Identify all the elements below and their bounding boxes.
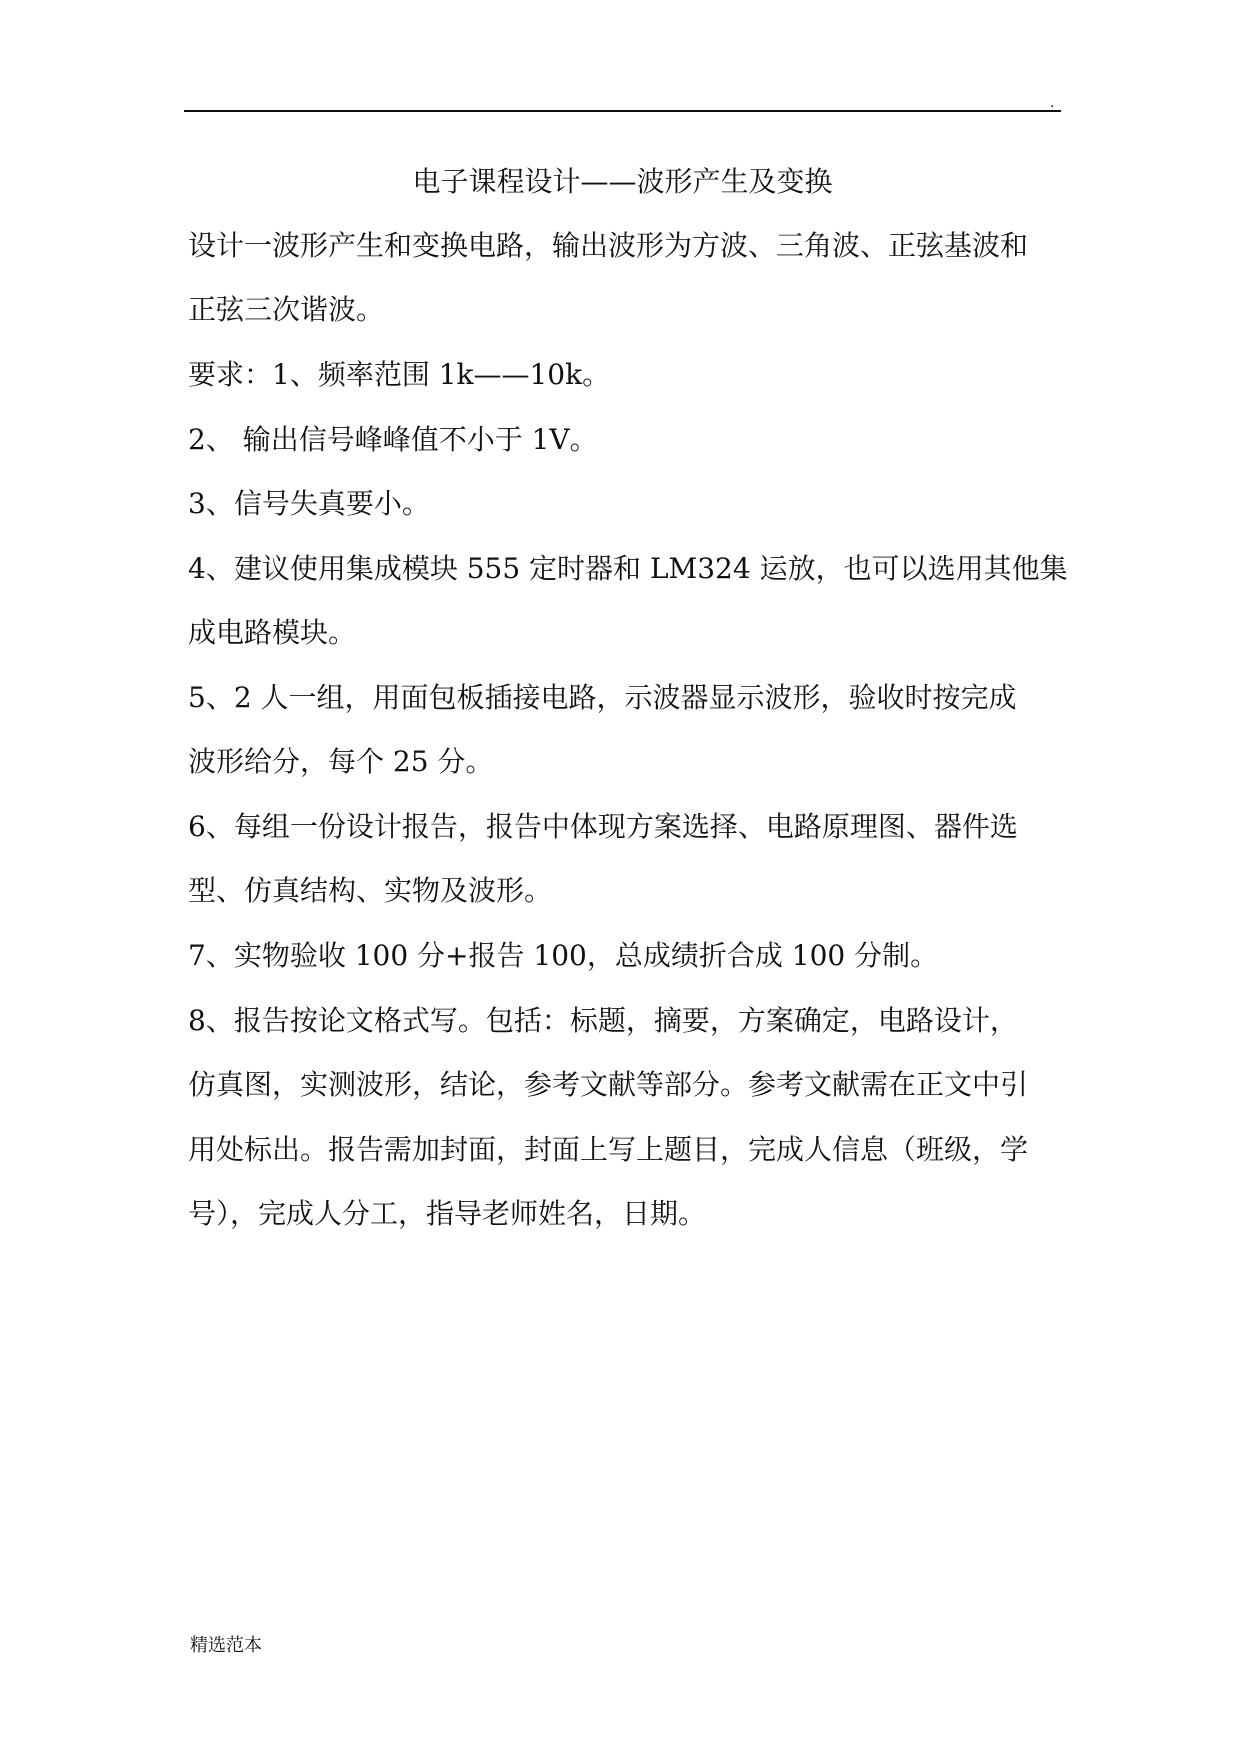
- footer-note: 精选范本: [190, 1635, 262, 1656]
- document-title: 电子课程设计——波形产生及变换: [412, 165, 833, 198]
- body-line: 2、 输出信号峰峰值不小于 1V。: [188, 423, 598, 456]
- body-line: 仿真图，实测波形，结论，参考文献等部分。参考文献需在正文中引: [188, 1068, 1029, 1101]
- header-rule: [184, 110, 1061, 112]
- body-line: 8、报告按论文格式写。包括：标题，摘要，方案确定，电路设计，: [188, 1004, 1018, 1037]
- body-line: 3、信号失真要小。: [188, 487, 430, 520]
- body-line: 用处标出。报告需加封面，封面上写上题目，完成人信息（班级，学: [188, 1133, 1029, 1166]
- body-line: 要求：1、频率范围 1k——10k。: [188, 358, 611, 391]
- body-line: 正弦三次谐波。: [188, 293, 385, 326]
- body-line: 型、仿真结构、实物及波形。: [188, 874, 553, 907]
- body-line: 成电路模块。: [188, 616, 357, 649]
- body-line: 4、建议使用集成模块 555 定时器和 LM324 运放，也可以选用其他集: [188, 552, 1068, 585]
- body-line: 7、实物验收 100 分+报告 100，总成绩折合成 100 分制。: [188, 939, 939, 972]
- body-line: 5、2 人一组，用面包板插接电路，示波器显示波形，验收时按完成: [188, 681, 1017, 714]
- body-line: 号），完成人分工，指导老师姓名，日期。: [188, 1197, 707, 1230]
- body-line: 6、每组一份设计报告，报告中体现方案选择、电路原理图、器件选: [188, 810, 1018, 843]
- body-line: 波形给分，每个 25 分。: [188, 745, 494, 778]
- body-line: 设计一波形产生和变换电路，输出波形为方波、三角波、正弦基波和: [188, 229, 1029, 262]
- header-mark: .: [1050, 95, 1055, 111]
